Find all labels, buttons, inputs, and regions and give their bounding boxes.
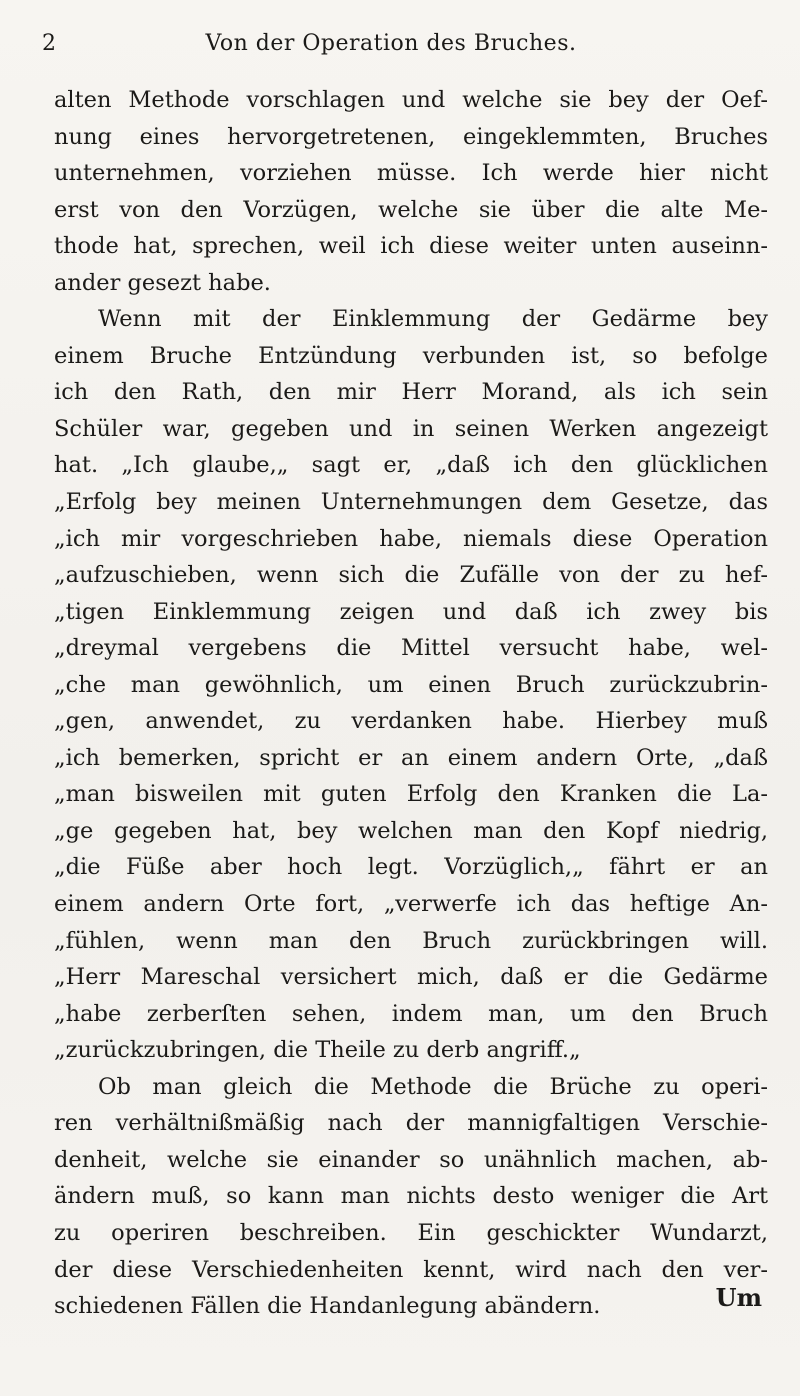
text-line: „ich bemerken, spricht er an einem andern Orte, „daß: [54, 744, 768, 771]
text-line: Wenn mit der Einklemmung der Gedärme bey: [98, 306, 768, 333]
catchword: Um: [715, 1283, 762, 1312]
running-head: [42, 26, 740, 62]
text-line: „tigen Einklemmung zeigen und daß ich zwey bis: [54, 598, 768, 625]
text-line: einem Bruche Entzündung verbunden ist, so befolge: [54, 342, 768, 369]
text-line: zu operiren beschreiben. Ein geschickter Wundarzt,: [54, 1219, 768, 1246]
text-line: ändern muß, so kann man nichts desto weniger die Art: [54, 1183, 768, 1210]
text-line: „ge gegeben hat, bey welchen man den Kopf niedrig,: [54, 817, 768, 844]
text-line: „aufzuschieben, wenn sich die Zufälle von der zu hef-: [54, 562, 768, 589]
text-line: denheit, welche sie einander so unähnlich machen, ab-: [54, 1146, 768, 1173]
text-line: erst von den Vorzügen, welche sie über die alte Me-: [54, 196, 768, 223]
text-line: thode hat, sprechen, weil ich diese weiter unten auseinn-: [54, 233, 768, 260]
body-text: [54, 82, 768, 1325]
text-line: ich den Rath, den mir Herr Morand, als ich sein: [54, 379, 768, 406]
text-line: Schüler war, gegeben und in seinen Werken angezeigt: [54, 415, 768, 442]
running-head-title: Von der Operation des Bruches.: [205, 31, 577, 56]
text-line: „man bisweilen mit guten Erfolg den Kranken die La-: [54, 781, 768, 808]
text-line: Ob man gleich die Methode die Brüche zu operi-: [98, 1073, 768, 1100]
text-line: ander gesezt habe.: [54, 269, 271, 296]
text-line: „ich mir vorgeschrieben habe, niemals diese Operation: [54, 525, 768, 552]
text-line: einem andern Orte fort, „verwerfe ich das heftige An-: [54, 891, 768, 918]
text-line: alten Methode vorschlagen und welche sie bey der Oef-: [54, 87, 768, 113]
text-line: „die Füße aber hoch legt. Vorzüglich,„ fährt er an: [54, 854, 768, 881]
text-line: nung eines hervorgetretenen, eingeklemmten, Bruches: [54, 123, 768, 150]
text-line: „fühlen, wenn man den Bruch zurückbringen will.: [54, 927, 768, 954]
text-line: „habe zerberſten sehen, indem man, um den Bruch: [54, 1000, 768, 1027]
page-number: 2: [42, 31, 56, 56]
text-line: „zurückzubringen, die Theile zu derb angriff.„: [54, 1037, 581, 1064]
text-line: schiedenen Fällen die Handanlegung abändern.: [54, 1293, 601, 1320]
text-line: ren verhältnißmäßig nach der mannigfaltigen Verschie-: [54, 1110, 768, 1137]
text-line: unternehmen, vorziehen müsse. Ich werde hier nicht: [54, 160, 768, 187]
text-line: „dreymal vergebens die Mittel versucht habe, wel-: [54, 635, 768, 662]
text-line: „Erfolg bey meinen Unternehmungen dem Gesetze, das: [54, 489, 768, 516]
text-line: „Herr Mareschal versichert mich, daß er die Gedärme: [54, 964, 768, 991]
text-line: „che man gewöhnlich, um einen Bruch zurückzubrin-: [54, 671, 768, 698]
text-line: „gen, anwendet, zu verdanken habe. Hierbey muß: [54, 708, 768, 735]
text-line: der diese Verschiedenheiten kennt, wird nach den ver-: [54, 1256, 768, 1283]
text-line: hat. „Ich glaube,„ sagt er, „daß ich den glücklichen: [54, 452, 768, 479]
